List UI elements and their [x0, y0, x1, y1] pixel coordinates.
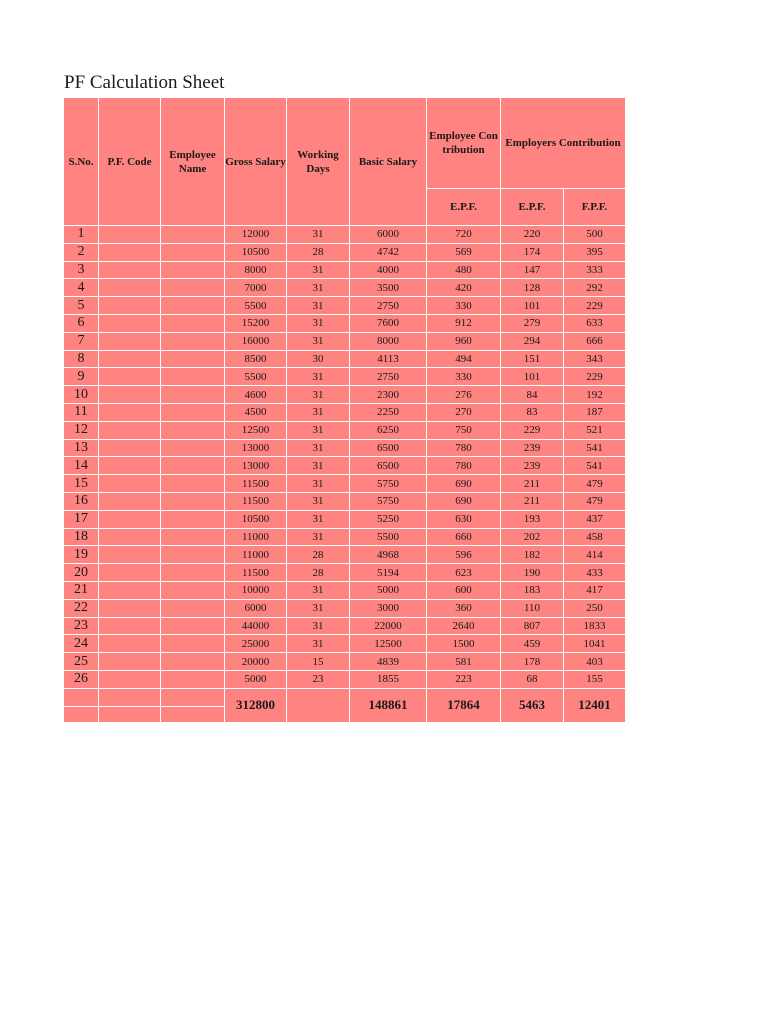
total-employer-fpf: 12401	[564, 688, 626, 722]
cell-working-days: 31	[287, 314, 350, 332]
cell-basic-salary: 6000	[350, 226, 427, 244]
cell-pf-code	[99, 279, 161, 297]
cell-gross-salary: 25000	[225, 635, 287, 653]
cell-gross-salary: 13000	[225, 439, 287, 457]
page-title: PF Calculation Sheet	[64, 72, 225, 93]
table-row	[64, 581, 626, 599]
cell-employer-epf: 151	[501, 350, 564, 368]
cell-employer-fpf: 333	[564, 261, 626, 279]
cell-sno: 22	[64, 599, 99, 617]
cell-employee-epf: 780	[427, 439, 501, 457]
cell-employer-fpf: 500	[564, 226, 626, 244]
cell-employer-fpf: 1833	[564, 617, 626, 635]
cell-working-days: 31	[287, 599, 350, 617]
cell-sno: 18	[64, 528, 99, 546]
cell-employer-fpf: 229	[564, 297, 626, 315]
cell-working-days: 28	[287, 564, 350, 582]
cell-pf-code	[99, 368, 161, 386]
cell-working-days: 31	[287, 492, 350, 510]
cell-employee-epf: 596	[427, 546, 501, 564]
cell-gross-salary: 10500	[225, 510, 287, 528]
cell-employer-epf: 211	[501, 475, 564, 493]
totals-name-cell-lower	[161, 706, 225, 722]
cell-gross-salary: 10500	[225, 243, 287, 261]
cell-employer-fpf: 541	[564, 439, 626, 457]
header-employer-fpf: F.P.F.	[564, 189, 626, 226]
table-row	[64, 599, 626, 617]
cell-employer-fpf: 666	[564, 332, 626, 350]
header-working-days: Working Days	[287, 98, 350, 226]
table-row	[64, 653, 626, 671]
cell-employee-name	[161, 439, 225, 457]
cell-basic-salary: 4000	[350, 261, 427, 279]
cell-pf-code	[99, 670, 161, 688]
cell-gross-salary: 10000	[225, 581, 287, 599]
cell-gross-salary: 11000	[225, 546, 287, 564]
cell-employee-epf: 960	[427, 332, 501, 350]
cell-basic-salary: 5000	[350, 581, 427, 599]
table-row	[64, 243, 626, 261]
cell-employer-fpf: 1041	[564, 635, 626, 653]
cell-employer-epf: 182	[501, 546, 564, 564]
cell-employee-name	[161, 599, 225, 617]
cell-working-days: 31	[287, 635, 350, 653]
table-row	[64, 670, 626, 688]
table-row	[64, 332, 626, 350]
cell-pf-code	[99, 457, 161, 475]
table-row	[64, 564, 626, 582]
cell-pf-code	[99, 635, 161, 653]
cell-employee-epf: 623	[427, 564, 501, 582]
cell-employee-name	[161, 457, 225, 475]
cell-employee-epf: 690	[427, 475, 501, 493]
cell-working-days: 31	[287, 528, 350, 546]
table-row	[64, 421, 626, 439]
total-employee-epf: 17864	[427, 688, 501, 722]
cell-pf-code	[99, 599, 161, 617]
cell-working-days: 31	[287, 279, 350, 297]
header-employer-epf: E.P.F.	[501, 189, 564, 226]
cell-gross-salary: 11500	[225, 475, 287, 493]
cell-employee-name	[161, 510, 225, 528]
cell-basic-salary: 5750	[350, 492, 427, 510]
table-row	[64, 635, 626, 653]
cell-basic-salary: 3000	[350, 599, 427, 617]
cell-employee-epf: 276	[427, 386, 501, 404]
cell-employer-epf: 239	[501, 457, 564, 475]
table-row	[64, 617, 626, 635]
cell-employer-fpf: 433	[564, 564, 626, 582]
cell-pf-code	[99, 439, 161, 457]
table-row	[64, 528, 626, 546]
cell-working-days: 31	[287, 439, 350, 457]
cell-working-days: 31	[287, 403, 350, 421]
cell-working-days: 31	[287, 617, 350, 635]
total-employer-epf: 5463	[501, 688, 564, 722]
cell-basic-salary: 22000	[350, 617, 427, 635]
cell-employer-epf: 294	[501, 332, 564, 350]
cell-basic-salary: 12500	[350, 635, 427, 653]
cell-pf-code	[99, 261, 161, 279]
cell-employee-epf: 780	[427, 457, 501, 475]
cell-gross-salary: 8000	[225, 261, 287, 279]
cell-employee-name	[161, 368, 225, 386]
cell-sno: 4	[64, 279, 99, 297]
cell-employee-name	[161, 226, 225, 244]
cell-working-days: 28	[287, 546, 350, 564]
cell-gross-salary: 12000	[225, 226, 287, 244]
cell-working-days: 23	[287, 670, 350, 688]
table-row	[64, 279, 626, 297]
cell-sno: 11	[64, 403, 99, 421]
cell-working-days: 31	[287, 510, 350, 528]
cell-sno: 17	[64, 510, 99, 528]
cell-basic-salary: 5500	[350, 528, 427, 546]
cell-pf-code	[99, 226, 161, 244]
cell-employee-name	[161, 297, 225, 315]
totals-sno-cell	[64, 688, 99, 706]
cell-basic-salary: 2750	[350, 368, 427, 386]
cell-employee-name	[161, 403, 225, 421]
cell-sno: 23	[64, 617, 99, 635]
cell-employer-epf: 202	[501, 528, 564, 546]
cell-employee-epf: 581	[427, 653, 501, 671]
cell-employer-fpf: 395	[564, 243, 626, 261]
cell-pf-code	[99, 492, 161, 510]
cell-employee-name	[161, 581, 225, 599]
cell-sno: 15	[64, 475, 99, 493]
cell-pf-code	[99, 314, 161, 332]
cell-employee-epf: 660	[427, 528, 501, 546]
cell-sno: 26	[64, 670, 99, 688]
cell-basic-salary: 2250	[350, 403, 427, 421]
table-row	[64, 226, 626, 244]
cell-pf-code	[99, 564, 161, 582]
cell-sno: 5	[64, 297, 99, 315]
cell-gross-salary: 7000	[225, 279, 287, 297]
cell-gross-salary: 11000	[225, 528, 287, 546]
cell-employer-epf: 190	[501, 564, 564, 582]
cell-pf-code	[99, 546, 161, 564]
table-row	[64, 297, 626, 315]
cell-employee-epf: 912	[427, 314, 501, 332]
totals-row	[64, 688, 626, 706]
cell-gross-salary: 5000	[225, 670, 287, 688]
table-row	[64, 368, 626, 386]
cell-employee-name	[161, 386, 225, 404]
cell-employer-fpf: 633	[564, 314, 626, 332]
cell-gross-salary: 15200	[225, 314, 287, 332]
cell-employee-epf: 330	[427, 297, 501, 315]
cell-sno: 13	[64, 439, 99, 457]
cell-employee-epf: 270	[427, 403, 501, 421]
cell-employer-fpf: 187	[564, 403, 626, 421]
totals-name-cell	[161, 688, 225, 706]
cell-working-days: 28	[287, 243, 350, 261]
cell-sno: 16	[64, 492, 99, 510]
table-row	[64, 314, 626, 332]
cell-employer-epf: 229	[501, 421, 564, 439]
cell-employer-fpf: 458	[564, 528, 626, 546]
cell-sno: 12	[64, 421, 99, 439]
cell-pf-code	[99, 386, 161, 404]
cell-gross-salary: 13000	[225, 457, 287, 475]
cell-employer-fpf: 521	[564, 421, 626, 439]
total-gross-salary: 312800	[225, 688, 287, 722]
cell-basic-salary: 6500	[350, 457, 427, 475]
cell-pf-code	[99, 581, 161, 599]
cell-employer-epf: 110	[501, 599, 564, 617]
cell-sno: 9	[64, 368, 99, 386]
cell-basic-salary: 6500	[350, 439, 427, 457]
cell-pf-code	[99, 653, 161, 671]
cell-employee-epf: 480	[427, 261, 501, 279]
cell-sno: 8	[64, 350, 99, 368]
cell-employer-epf: 211	[501, 492, 564, 510]
header-employee-name: Employee Name	[161, 98, 225, 226]
cell-employer-fpf: 155	[564, 670, 626, 688]
cell-employee-name	[161, 564, 225, 582]
cell-employee-name	[161, 243, 225, 261]
cell-basic-salary: 1855	[350, 670, 427, 688]
cell-employer-fpf: 437	[564, 510, 626, 528]
cell-gross-salary: 4600	[225, 386, 287, 404]
cell-employer-epf: 84	[501, 386, 564, 404]
cell-employer-fpf: 229	[564, 368, 626, 386]
cell-employee-name	[161, 475, 225, 493]
table-row	[64, 492, 626, 510]
cell-employee-name	[161, 635, 225, 653]
cell-employer-fpf: 414	[564, 546, 626, 564]
cell-employee-name	[161, 617, 225, 635]
cell-sno: 6	[64, 314, 99, 332]
cell-employee-epf: 750	[427, 421, 501, 439]
cell-sno: 1	[64, 226, 99, 244]
cell-pf-code	[99, 528, 161, 546]
cell-employee-epf: 569	[427, 243, 501, 261]
cell-employer-fpf: 479	[564, 492, 626, 510]
cell-basic-salary: 5194	[350, 564, 427, 582]
table-row	[64, 510, 626, 528]
cell-pf-code	[99, 510, 161, 528]
cell-employer-epf: 183	[501, 581, 564, 599]
cell-pf-code	[99, 350, 161, 368]
cell-employee-name	[161, 421, 225, 439]
cell-sno: 3	[64, 261, 99, 279]
cell-employer-epf: 68	[501, 670, 564, 688]
cell-sno: 21	[64, 581, 99, 599]
cell-sno: 10	[64, 386, 99, 404]
totals-sno-cell-lower	[64, 706, 99, 722]
cell-basic-salary: 5250	[350, 510, 427, 528]
cell-basic-salary: 7600	[350, 314, 427, 332]
header-sno: S.No.	[64, 98, 99, 226]
cell-working-days: 31	[287, 332, 350, 350]
cell-working-days: 31	[287, 386, 350, 404]
cell-working-days: 31	[287, 475, 350, 493]
table-row	[64, 261, 626, 279]
header-employers-contribution: Employers Contribution	[501, 98, 626, 189]
header-employee-epf: E.P.F.	[427, 189, 501, 226]
cell-employee-epf: 2640	[427, 617, 501, 635]
cell-gross-salary: 4500	[225, 403, 287, 421]
cell-working-days: 31	[287, 226, 350, 244]
table-row	[64, 403, 626, 421]
cell-gross-salary: 5500	[225, 368, 287, 386]
cell-employer-epf: 178	[501, 653, 564, 671]
cell-pf-code	[99, 297, 161, 315]
cell-employer-epf: 83	[501, 403, 564, 421]
cell-employee-name	[161, 670, 225, 688]
cell-sno: 20	[64, 564, 99, 582]
table-row	[64, 475, 626, 493]
header-gross-salary: Gross Salary	[225, 98, 287, 226]
cell-pf-code	[99, 421, 161, 439]
cell-gross-salary: 11500	[225, 492, 287, 510]
cell-sno: 25	[64, 653, 99, 671]
cell-employer-fpf: 479	[564, 475, 626, 493]
header-basic-salary: Basic Salary	[350, 98, 427, 226]
cell-sno: 24	[64, 635, 99, 653]
cell-employee-name	[161, 546, 225, 564]
cell-gross-salary: 8500	[225, 350, 287, 368]
cell-employee-epf: 360	[427, 599, 501, 617]
cell-working-days: 15	[287, 653, 350, 671]
cell-employee-name	[161, 261, 225, 279]
cell-basic-salary: 6250	[350, 421, 427, 439]
cell-gross-salary: 6000	[225, 599, 287, 617]
cell-working-days: 31	[287, 421, 350, 439]
cell-employer-epf: 101	[501, 297, 564, 315]
cell-basic-salary: 4742	[350, 243, 427, 261]
cell-basic-salary: 2300	[350, 386, 427, 404]
cell-basic-salary: 2750	[350, 297, 427, 315]
cell-employee-name	[161, 279, 225, 297]
cell-basic-salary: 8000	[350, 332, 427, 350]
cell-gross-salary: 12500	[225, 421, 287, 439]
cell-employer-fpf: 292	[564, 279, 626, 297]
cell-employer-fpf: 417	[564, 581, 626, 599]
cell-sno: 2	[64, 243, 99, 261]
cell-employer-fpf: 343	[564, 350, 626, 368]
cell-basic-salary: 5750	[350, 475, 427, 493]
cell-pf-code	[99, 403, 161, 421]
cell-employee-name	[161, 332, 225, 350]
cell-employee-name	[161, 653, 225, 671]
cell-employee-epf: 630	[427, 510, 501, 528]
cell-employer-epf: 193	[501, 510, 564, 528]
cell-working-days: 31	[287, 297, 350, 315]
cell-employee-epf: 690	[427, 492, 501, 510]
cell-working-days: 31	[287, 581, 350, 599]
cell-employee-name	[161, 350, 225, 368]
cell-gross-salary: 20000	[225, 653, 287, 671]
cell-gross-salary: 11500	[225, 564, 287, 582]
cell-employer-fpf: 541	[564, 457, 626, 475]
cell-pf-code	[99, 617, 161, 635]
pf-calculation-table	[63, 97, 626, 723]
cell-employer-epf: 128	[501, 279, 564, 297]
cell-employer-epf: 239	[501, 439, 564, 457]
cell-sno: 19	[64, 546, 99, 564]
cell-working-days: 31	[287, 368, 350, 386]
cell-gross-salary: 16000	[225, 332, 287, 350]
cell-employee-epf: 420	[427, 279, 501, 297]
cell-employee-epf: 330	[427, 368, 501, 386]
table-body	[64, 226, 626, 689]
table-row	[64, 386, 626, 404]
cell-pf-code	[99, 332, 161, 350]
cell-gross-salary: 44000	[225, 617, 287, 635]
table-row	[64, 439, 626, 457]
cell-employer-fpf: 192	[564, 386, 626, 404]
cell-employee-name	[161, 528, 225, 546]
header-employee-contribution: Employee Contribution	[427, 98, 501, 189]
cell-basic-salary: 4968	[350, 546, 427, 564]
cell-pf-code	[99, 243, 161, 261]
cell-employee-name	[161, 314, 225, 332]
cell-employee-epf: 720	[427, 226, 501, 244]
table-row	[64, 457, 626, 475]
cell-employer-epf: 101	[501, 368, 564, 386]
cell-sno: 7	[64, 332, 99, 350]
cell-employer-fpf: 403	[564, 653, 626, 671]
cell-employee-epf: 600	[427, 581, 501, 599]
cell-employer-epf: 220	[501, 226, 564, 244]
cell-employer-fpf: 250	[564, 599, 626, 617]
cell-employee-epf: 223	[427, 670, 501, 688]
cell-employee-name	[161, 492, 225, 510]
cell-working-days: 30	[287, 350, 350, 368]
header-pf-code: P.F. Code	[99, 98, 161, 226]
cell-sno: 14	[64, 457, 99, 475]
cell-employee-epf: 494	[427, 350, 501, 368]
cell-employer-epf: 279	[501, 314, 564, 332]
total-basic-salary: 148861	[350, 688, 427, 722]
totals-pf-code-cell	[99, 688, 161, 706]
cell-employer-epf: 459	[501, 635, 564, 653]
cell-pf-code	[99, 475, 161, 493]
totals-pf-code-cell-lower	[99, 706, 161, 722]
cell-basic-salary: 4839	[350, 653, 427, 671]
cell-basic-salary: 4113	[350, 350, 427, 368]
cell-gross-salary: 5500	[225, 297, 287, 315]
table-row	[64, 546, 626, 564]
cell-employee-epf: 1500	[427, 635, 501, 653]
totals-days-cell	[287, 688, 350, 722]
cell-employer-epf: 147	[501, 261, 564, 279]
cell-employer-epf: 174	[501, 243, 564, 261]
cell-working-days: 31	[287, 457, 350, 475]
cell-basic-salary: 3500	[350, 279, 427, 297]
table-row	[64, 350, 626, 368]
cell-employer-epf: 807	[501, 617, 564, 635]
cell-working-days: 31	[287, 261, 350, 279]
